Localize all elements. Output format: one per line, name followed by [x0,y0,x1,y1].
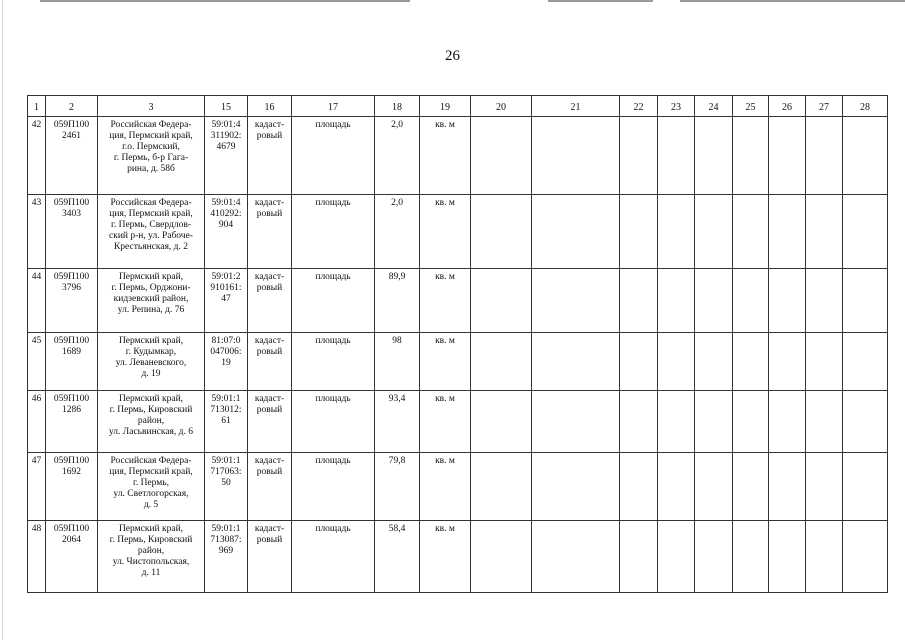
column-header: 26 [769,96,806,117]
number-kind: кадаст- ровый [248,521,292,593]
empty-cell [695,195,733,269]
table-row [28,117,888,195]
table-row [28,453,888,521]
parameter-name: площадь [292,269,375,333]
empty-cell [733,269,769,333]
registry-number: 059П100 2461 [46,117,98,195]
empty-cell [695,333,733,391]
empty-cell [471,269,532,333]
column-header: 20 [471,96,532,117]
empty-cell [843,333,888,391]
parameter-value: 89,9 [375,269,420,333]
unit-of-measure: кв. м [420,391,471,453]
empty-cell [843,269,888,333]
table-row [28,195,888,269]
registry-number: 059П100 1286 [46,391,98,453]
empty-cell [843,391,888,453]
unit-of-measure: кв. м [420,453,471,521]
empty-cell [471,391,532,453]
column-header: 16 [248,96,292,117]
empty-cell [769,333,806,391]
address-cell: Российская Федера- ция, Пермский край, г.о. Пермский, г. Пермь, б-р Гага- рина, д. 58б [98,117,205,195]
registry-number: 059П100 2064 [46,521,98,593]
empty-cell [806,453,843,521]
row-number: 46 [28,391,46,453]
cadastral-number: 59:01:4 311902: 4679 [205,117,248,195]
number-kind: кадаст- ровый [248,333,292,391]
empty-cell [843,521,888,593]
empty-cell [843,117,888,195]
empty-cell [532,269,620,333]
cadastral-number: 81:07:0 047006: 19 [205,333,248,391]
empty-cell [843,453,888,521]
table-row [28,269,888,333]
cadastral-number: 59:01:2 910161: 47 [205,269,248,333]
parameter-value: 2,0 [375,195,420,269]
unit-of-measure: кв. м [420,117,471,195]
parameter-name: площадь [292,521,375,593]
empty-cell [733,195,769,269]
column-header: 1 [28,96,46,117]
empty-cell [806,333,843,391]
empty-cell [658,195,695,269]
table-row [28,333,888,391]
registry-number: 059П100 1692 [46,453,98,521]
parameter-value: 98 [375,333,420,391]
empty-cell [843,195,888,269]
empty-cell [471,333,532,391]
table-header-row [28,96,888,117]
empty-cell [471,453,532,521]
registry-table [27,95,888,593]
empty-cell [532,195,620,269]
number-kind: кадаст- ровый [248,195,292,269]
address-cell: Российская Федера- ция, Пермский край, г. Пермь, Свердлов- ский р-н, ул. Рабоче- Крестьянская, д. 2 [98,195,205,269]
empty-cell [471,195,532,269]
empty-cell [769,391,806,453]
empty-cell [658,333,695,391]
empty-cell [806,117,843,195]
column-header: 24 [695,96,733,117]
parameter-value: 58,4 [375,521,420,593]
empty-cell [532,333,620,391]
empty-cell [658,269,695,333]
column-header: 19 [420,96,471,117]
cadastral-number: 59:01:4 410292: 904 [205,195,248,269]
empty-cell [733,453,769,521]
column-header: 23 [658,96,695,117]
empty-cell [620,195,658,269]
table-row [28,391,888,453]
cadastral-number: 59:01:1 713012: 61 [205,391,248,453]
page-number: 26 [445,48,460,64]
empty-cell [806,195,843,269]
parameter-value: 93,4 [375,391,420,453]
row-number: 42 [28,117,46,195]
empty-cell [620,521,658,593]
parameter-value: 2,0 [375,117,420,195]
empty-cell [658,391,695,453]
empty-cell [658,453,695,521]
address-cell: Российская Федера- ция, Пермский край, г. Пермь, ул. Светлогорская, д. 5 [98,453,205,521]
parameter-value: 79,8 [375,453,420,521]
parameter-name: площадь [292,391,375,453]
address-cell: Пермский край, г. Кудымкар, ул. Леваневского, д. 19 [98,333,205,391]
empty-cell [695,269,733,333]
number-kind: кадаст- ровый [248,391,292,453]
column-header: 28 [843,96,888,117]
address-cell: Пермский край, г. Пермь, Кировский район, ул. Ласьвинская, д. 6 [98,391,205,453]
row-number: 43 [28,195,46,269]
empty-cell [769,269,806,333]
empty-cell [695,117,733,195]
empty-cell [532,117,620,195]
scan-edge-left [2,0,3,640]
empty-cell [620,391,658,453]
row-number: 47 [28,453,46,521]
column-header: 2 [46,96,98,117]
empty-cell [658,117,695,195]
column-header: 15 [205,96,248,117]
address-cell: Пермский край, г. Пермь, Орджони- кидзевский район, ул. Репина, д. 76 [98,269,205,333]
number-kind: кадаст- ровый [248,269,292,333]
cadastral-number: 59:01:1 717063: 50 [205,453,248,521]
column-header: 27 [806,96,843,117]
empty-cell [620,117,658,195]
unit-of-measure: кв. м [420,195,471,269]
empty-cell [769,521,806,593]
empty-cell [806,521,843,593]
parameter-name: площадь [292,195,375,269]
row-number: 48 [28,521,46,593]
scan-edge-top-right [680,0,905,2]
registry-number: 059П100 3403 [46,195,98,269]
empty-cell [532,391,620,453]
scan-edge-top-left [40,0,410,2]
empty-cell [733,391,769,453]
parameter-name: площадь [292,453,375,521]
empty-cell [769,117,806,195]
empty-cell [769,195,806,269]
empty-cell [695,391,733,453]
empty-cell [733,521,769,593]
empty-cell [620,333,658,391]
scan-edge-top-middle [548,0,653,2]
registry-number: 059П100 1689 [46,333,98,391]
row-number: 44 [28,269,46,333]
empty-cell [532,521,620,593]
empty-cell [806,391,843,453]
number-kind: кадаст- ровый [248,117,292,195]
cadastral-number: 59:01:1 713087: 969 [205,521,248,593]
empty-cell [471,117,532,195]
empty-cell [695,453,733,521]
column-header: 3 [98,96,205,117]
empty-cell [620,453,658,521]
unit-of-measure: кв. м [420,333,471,391]
unit-of-measure: кв. м [420,521,471,593]
empty-cell [620,269,658,333]
empty-cell [733,117,769,195]
address-cell: Пермский край, г. Пермь, Кировский район, ул. Чистопольская, д. 11 [98,521,205,593]
empty-cell [471,521,532,593]
empty-cell [695,521,733,593]
column-header: 17 [292,96,375,117]
empty-cell [769,453,806,521]
column-header: 18 [375,96,420,117]
row-number: 45 [28,333,46,391]
column-header: 25 [733,96,769,117]
parameter-name: площадь [292,333,375,391]
registry-number: 059П100 3796 [46,269,98,333]
empty-cell [733,333,769,391]
table-row [28,521,888,593]
number-kind: кадаст- ровый [248,453,292,521]
empty-cell [658,521,695,593]
parameter-name: площадь [292,117,375,195]
unit-of-measure: кв. м [420,269,471,333]
column-header: 21 [532,96,620,117]
empty-cell [806,269,843,333]
empty-cell [532,453,620,521]
column-header: 22 [620,96,658,117]
